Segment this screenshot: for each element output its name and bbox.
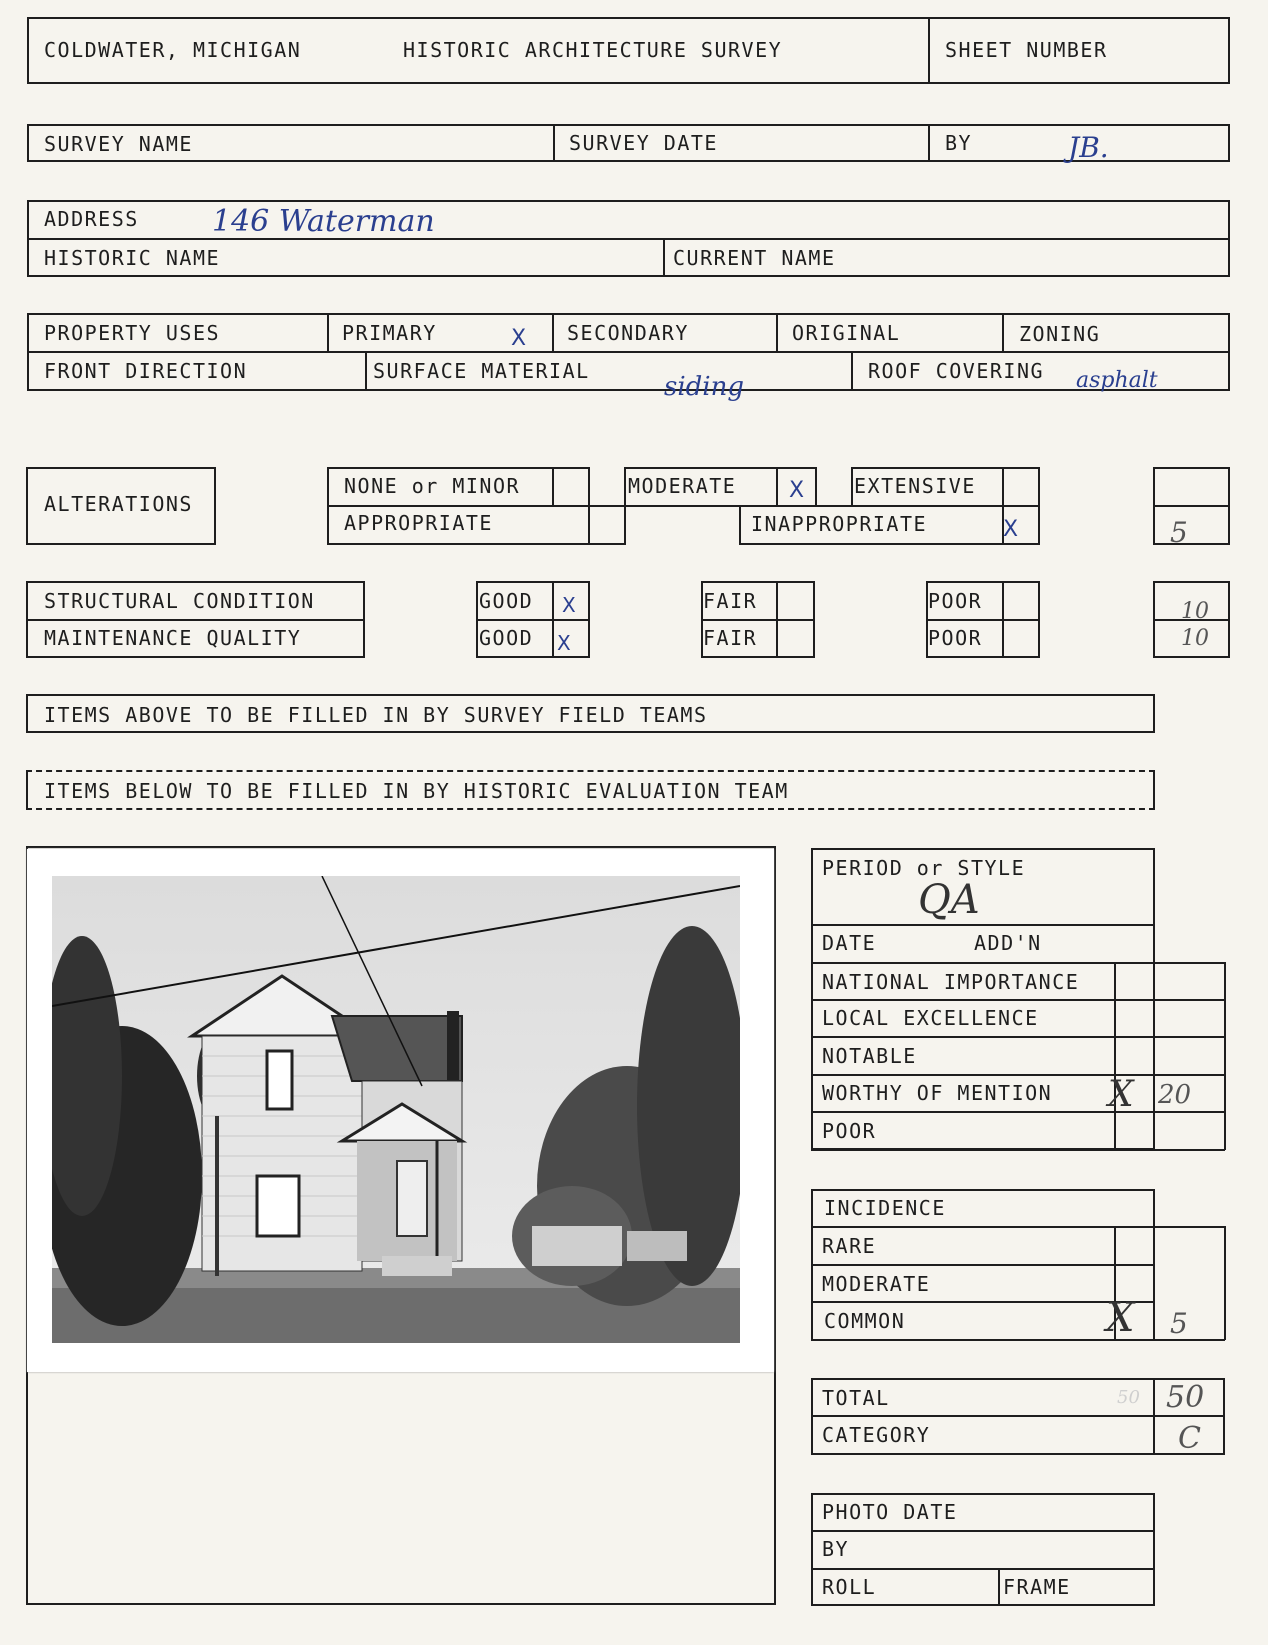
property-uses-label: PROPERTY USES (44, 321, 221, 345)
extensive-label: EXTENSIVE (854, 474, 976, 498)
moderate-label: MODERATE (628, 474, 737, 498)
eval-score-divider (1114, 962, 1116, 1150)
none-minor-label: NONE or MINOR (344, 474, 521, 498)
common-mark: X (1106, 1295, 1135, 1341)
rare-label: RARE (822, 1234, 877, 1258)
fair-divider (701, 619, 815, 621)
photo-by-label: BY (822, 1537, 850, 1561)
total-label: TOTAL (822, 1386, 890, 1410)
structural-fair-label: FAIR (703, 589, 758, 613)
worthy-score: 20 (1158, 1080, 1192, 1110)
property-row-divider (27, 351, 1230, 353)
maintenance-good-label: GOOD (479, 626, 534, 650)
structural-good-label: GOOD (479, 589, 534, 613)
eval-div-5 (811, 1149, 1225, 1151)
inappropriate-label: INAPPROPRIATE (751, 512, 928, 536)
period-value: QA (918, 877, 980, 923)
eval-div-3 (811, 1074, 1225, 1076)
property-div-5 (365, 351, 367, 391)
survey-by-label: BY (945, 131, 973, 155)
maintenance-score: 10 (1181, 626, 1209, 651)
category-label: CATEGORY (822, 1423, 931, 1447)
appropriate-cell-right (624, 505, 626, 545)
photo-info-div-1 (811, 1530, 1155, 1532)
eval-poor-label: POOR (822, 1119, 877, 1143)
incidence-div-3 (811, 1301, 1155, 1303)
structural-good-mark: X (562, 593, 576, 617)
totals-divider (811, 1415, 1225, 1417)
photo-date-label: PHOTO DATE (822, 1500, 958, 1524)
alterations-score: 5 (1170, 516, 1188, 549)
property-div-1 (327, 313, 329, 351)
notable-label: NOTABLE (822, 1044, 917, 1068)
surface-material-label: SURFACE MATERIAL (373, 359, 590, 383)
condition-label-divider (26, 619, 365, 621)
incidence-score-right (1224, 1226, 1226, 1340)
primary-label: PRIMARY (342, 321, 437, 345)
roll-label: ROLL (822, 1575, 877, 1599)
city-label: COLDWATER, MICHIGAN (44, 38, 302, 62)
surface-material-value: siding (664, 372, 745, 402)
eval-div-date (811, 962, 1225, 964)
roll-frame-divider (998, 1568, 1000, 1606)
property-div-3 (776, 313, 778, 351)
front-direction-label: FRONT DIRECTION (44, 359, 248, 383)
address-value: 146 Waterman (212, 204, 435, 239)
none-check-cell (552, 467, 554, 505)
survey-date-label: SURVEY DATE (569, 131, 718, 155)
original-label: ORIGINAL (792, 321, 901, 345)
totals-score-divider (1153, 1378, 1155, 1455)
notice-below: ITEMS BELOW TO BE FILLED IN BY HISTORIC EVALUATION TEAM (44, 779, 789, 803)
header-divider (928, 17, 930, 84)
current-name-label: CURRENT NAME (673, 246, 836, 270)
inappropriate-mark: X (1003, 517, 1019, 542)
common-label: COMMON (824, 1309, 906, 1333)
photo-info-div-2 (811, 1568, 1155, 1570)
survey-divider-2 (928, 124, 930, 162)
survey-by-value: JB. (1068, 131, 1109, 164)
eval-div-4 (811, 1111, 1225, 1113)
maintenance-quality-label: MAINTENANCE QUALITY (44, 626, 302, 650)
incidence-div-2 (811, 1264, 1155, 1266)
appropriate-bottom (588, 543, 624, 545)
roof-covering-value: asphalt (1076, 368, 1158, 393)
eval-score-right (1224, 962, 1226, 1150)
structural-condition-label: STRUCTURAL CONDITION (44, 589, 315, 613)
addn-label: ADD'N (974, 931, 1042, 955)
primary-mark: X (511, 326, 527, 351)
moderate-check-divider (776, 467, 778, 505)
poor-check-divider (1002, 581, 1004, 658)
good-check-divider (552, 581, 554, 658)
worthy-mark: X (1108, 1074, 1134, 1115)
alterations-score-divider (1153, 505, 1230, 507)
structural-poor-label: POOR (928, 589, 983, 613)
historic-name-label: HISTORIC NAME (44, 246, 221, 270)
worthy-of-mention-label: WORTHY OF MENTION (822, 1081, 1053, 1105)
address-name-divider (663, 238, 665, 277)
maintenance-good-mark: X (557, 631, 571, 655)
property-div-2 (552, 313, 554, 351)
national-importance-label: NATIONAL IMPORTANCE (822, 970, 1080, 994)
notice-above: ITEMS ABOVE TO BE FILLED IN BY SURVEY FIELD TEAMS (44, 703, 708, 727)
fair-check-divider (776, 581, 778, 658)
incidence-moderate-label: MODERATE (822, 1272, 931, 1296)
alterations-row-divider-1 (327, 505, 624, 507)
property-div-6 (851, 351, 853, 391)
maintenance-poor-label: POOR (928, 626, 983, 650)
incidence-label: INCIDENCE (824, 1196, 946, 1220)
secondary-label: SECONDARY (567, 321, 689, 345)
total-value: 50 (1166, 1380, 1205, 1415)
incidence-div-4 (811, 1339, 1225, 1341)
appropriate-label: APPROPRIATE (344, 511, 493, 535)
zoning-label: ZONING (1019, 322, 1101, 346)
maintenance-fair-label: FAIR (703, 626, 758, 650)
period-label: PERIOD or STYLE (822, 856, 1026, 880)
property-div-4 (1002, 313, 1004, 351)
local-excellence-label: LOCAL EXCELLENCE (822, 1006, 1039, 1030)
eval-div-2 (811, 1036, 1225, 1038)
category-value: C (1178, 1421, 1201, 1456)
survey-name-label: SURVEY NAME (44, 132, 193, 156)
moderate-mark: X (789, 478, 805, 503)
extensive-check-divider (1002, 467, 1004, 505)
total-faint: 50 (1117, 1387, 1140, 1408)
structural-score: 10 (1181, 599, 1209, 624)
roof-covering-label: ROOF COVERING (868, 359, 1045, 383)
address-label: ADDRESS (44, 207, 139, 231)
incidence-div-1 (811, 1226, 1225, 1228)
eval-div-1 (811, 999, 1225, 1001)
form-title: HISTORIC ARCHITECTURE SURVEY (403, 38, 783, 62)
good-divider (476, 619, 590, 621)
sheet-number-label: SHEET NUMBER (945, 38, 1108, 62)
common-score: 5 (1170, 1307, 1188, 1340)
frame-label: FRAME (1003, 1575, 1071, 1599)
date-label: DATE (822, 931, 877, 955)
house-photo (52, 876, 740, 1343)
survey-divider-1 (553, 124, 555, 162)
poor-divider (926, 619, 1040, 621)
alterations-label: ALTERATIONS (44, 492, 193, 516)
eval-div-period (811, 924, 1155, 926)
address-row-divider (27, 238, 1230, 240)
